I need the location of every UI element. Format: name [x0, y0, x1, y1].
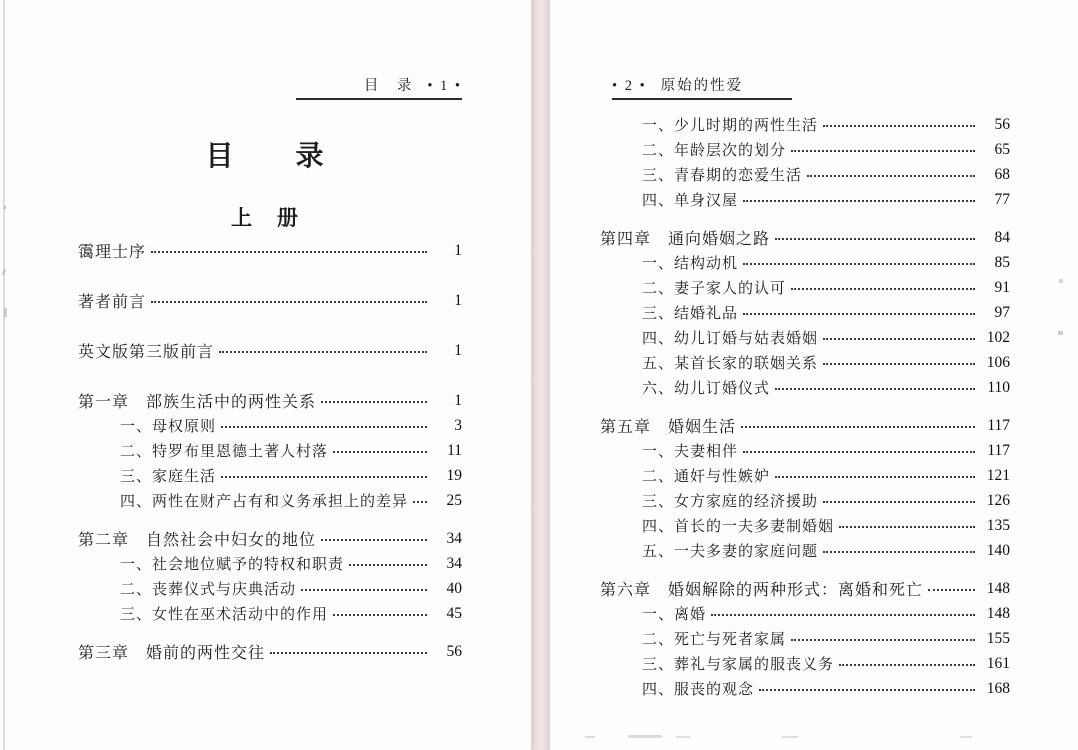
- toc-entry-page-number: 84: [994, 228, 1010, 246]
- running-header-page-marker: • 2 •: [612, 78, 647, 94]
- toc-entry: [78, 526, 462, 551]
- toc-entry-page-number: 65: [994, 140, 1010, 158]
- scan-artifact: [782, 736, 798, 738]
- dot-leader: [219, 351, 427, 353]
- toc-entry-page-number: 97: [994, 303, 1010, 321]
- dot-leader: [333, 451, 427, 453]
- toc-entry: [600, 250, 1010, 275]
- dot-leader: [743, 451, 975, 453]
- dot-leader: [791, 150, 975, 152]
- toc-entry-page-number: 148: [986, 604, 1010, 622]
- dot-leader: [775, 238, 975, 240]
- toc-entry: [600, 576, 1010, 601]
- toc-entry: [600, 375, 1010, 400]
- dot-leader: [321, 539, 427, 541]
- toc-entry-label: 四、幼儿订婚与姑表婚姻: [642, 331, 819, 347]
- toc-entry-label: 一、少儿时期的两性生活: [642, 118, 819, 134]
- dot-leader: [823, 125, 975, 127]
- toc-entry-page-number: 1: [454, 391, 462, 409]
- toc-entry-label: 二、特罗布里恩德土著人村落: [120, 444, 329, 460]
- dot-leader: [823, 501, 975, 503]
- dot-leader: [928, 589, 975, 591]
- toc-entry-label: 三、女方家庭的经济援助: [642, 494, 819, 510]
- dot-leader: [321, 401, 427, 403]
- toc-title: 目 录: [205, 141, 326, 172]
- toc-entry-label: 一、母权原则: [120, 419, 217, 435]
- toc-entry-page-number: 77: [994, 190, 1010, 208]
- running-header-title: 目 录: [363, 78, 414, 94]
- toc-entry-page-number: 102: [986, 328, 1010, 346]
- toc-entry: [600, 350, 1010, 375]
- dot-leader: [743, 313, 975, 315]
- dot-leader: [333, 614, 427, 616]
- dot-leader: [301, 589, 427, 591]
- toc-entry-label: 第六章 婚姻解除的两种形式：离婚和死亡: [600, 582, 924, 599]
- left-page: [0, 0, 531, 750]
- toc-entry-page-number: 1: [454, 241, 462, 259]
- toc-entry-label: 三、女性在巫术活动中的作用: [120, 607, 329, 623]
- toc-entry-label: 第四章 通向婚姻之路: [600, 231, 771, 248]
- toc-entry-label: 四、服丧的观念: [642, 682, 755, 698]
- toc-entry-page-number: 148: [986, 579, 1010, 597]
- toc-entry-label: 六、幼儿订婚仪式: [642, 381, 771, 397]
- toc-entry-page-number: 34: [446, 554, 462, 572]
- toc-entry-page-number: 106: [986, 353, 1010, 371]
- scan-artifact: [676, 736, 690, 738]
- toc-entry-label: 二、年龄层次的划分: [642, 143, 787, 159]
- toc-entry-label: 三、葬礼与家属的服丧义务: [642, 657, 835, 673]
- toc-entry: [600, 413, 1010, 438]
- toc-entry: [600, 438, 1010, 463]
- dot-leader: [775, 476, 975, 478]
- toc-list-left: [78, 238, 462, 664]
- toc-entry-label: 一、离婚: [642, 607, 707, 623]
- dot-leader: [759, 689, 975, 691]
- toc-entry-label: 五、某首长家的联姻关系: [642, 356, 819, 372]
- toc-entry-page-number: 85: [994, 253, 1010, 271]
- toc-entry: [600, 162, 1010, 187]
- toc-entry-label: 一、夫妻相伴: [642, 444, 739, 460]
- dot-leader: [839, 526, 975, 528]
- right-page: [550, 0, 1078, 750]
- toc-entry-page-number: 135: [986, 516, 1010, 534]
- scan-artifact: [4, 308, 7, 317]
- toc-entry: [600, 137, 1010, 162]
- toc-entry-page-number: 117: [987, 416, 1010, 434]
- scan-artifact: [4, 206, 6, 209]
- dot-leader: [807, 175, 975, 177]
- dot-leader: [791, 288, 975, 290]
- toc-entry-page-number: 161: [986, 654, 1010, 672]
- toc-entry-page-number: 155: [986, 629, 1010, 647]
- dot-leader: [221, 426, 427, 428]
- scan-artifact: [585, 736, 595, 738]
- toc-entry-label: 三、家庭生活: [120, 469, 217, 485]
- toc-entry-page-number: 140: [986, 541, 1010, 559]
- toc-entry-page-number: 56: [994, 115, 1010, 133]
- toc-entry-page-number: 45: [446, 604, 462, 622]
- toc-entry-label: 五、一夫多妻的家庭问题: [642, 544, 819, 560]
- toc-entry: [78, 639, 462, 664]
- toc-entry-label: 一、结构动机: [642, 256, 739, 272]
- toc-entry-label: 四、两性在财产占有和义务承担上的差异: [120, 494, 409, 510]
- toc-entry: [600, 187, 1010, 212]
- dot-leader: [349, 564, 427, 566]
- toc-entry-page-number: 19: [446, 466, 462, 484]
- running-header-book-title: 原始的性爱: [660, 78, 744, 94]
- toc-entry-page-number: 91: [994, 278, 1010, 296]
- toc-entry-page-number: 1: [454, 291, 462, 309]
- dot-leader: [743, 200, 975, 202]
- dot-leader: [151, 251, 427, 253]
- toc-entry: [600, 463, 1010, 488]
- toc-entry: [600, 325, 1010, 350]
- toc-entry-label: 二、妻子家人的认可: [642, 281, 787, 297]
- toc-entry-label: 一、社会地位赋予的特权和职责: [120, 557, 345, 573]
- toc-entry-page-number: 11: [447, 441, 462, 459]
- toc-entry: [78, 413, 462, 438]
- dot-leader: [823, 551, 975, 553]
- running-header-right: [612, 74, 792, 100]
- dot-leader: [791, 639, 975, 641]
- toc-entry: [600, 676, 1010, 701]
- toc-entry-label: 四、单身汉屋: [642, 193, 739, 209]
- toc-entry-label: 第三章 婚前的两性交往: [78, 645, 266, 662]
- volume-title: 上 册: [231, 206, 300, 230]
- toc-entry: [78, 463, 462, 488]
- dot-leader: [743, 263, 975, 265]
- toc-entry: [600, 300, 1010, 325]
- toc-entry: [78, 438, 462, 463]
- toc-entry: [78, 601, 462, 626]
- toc-entry-page-number: 168: [986, 679, 1010, 697]
- toc-entry-page-number: 121: [986, 466, 1010, 484]
- toc-entry: [78, 338, 462, 363]
- toc-entry-page-number: 40: [446, 579, 462, 597]
- toc-entry: [78, 238, 462, 263]
- dot-leader: [270, 652, 427, 654]
- toc-entry-page-number: 3: [454, 416, 462, 434]
- dot-leader: [823, 363, 975, 365]
- dot-leader: [711, 614, 975, 616]
- dot-leader: [413, 501, 427, 503]
- dot-leader: [839, 664, 975, 666]
- toc-entry: [600, 626, 1010, 651]
- toc-entry-page-number: 126: [986, 491, 1010, 509]
- toc-entry: [600, 651, 1010, 676]
- running-header-left: [296, 74, 462, 100]
- toc-list-right: [600, 112, 1010, 701]
- toc-entry: [600, 488, 1010, 513]
- toc-entry-page-number: 56: [446, 642, 462, 660]
- dot-leader: [741, 426, 975, 428]
- scan-artifact: [628, 735, 662, 738]
- toc-entry-label: 英文版第三版前言: [78, 344, 215, 361]
- toc-entry-page-number: 1: [454, 341, 462, 359]
- toc-entry-label: 著者前言: [78, 294, 147, 311]
- toc-entry: [600, 601, 1010, 626]
- scan-artifact: [1059, 279, 1063, 283]
- toc-entry-label: 三、结婚礼品: [642, 306, 739, 322]
- dot-leader: [151, 301, 427, 303]
- running-header-page-marker: • 1 •: [427, 78, 462, 94]
- toc-entry-label: 三、青春期的恋爱生活: [642, 168, 803, 184]
- toc-entry: [600, 275, 1010, 300]
- toc-entry: [600, 538, 1010, 563]
- scan-artifact: [960, 736, 972, 738]
- toc-entry: [78, 551, 462, 576]
- toc-entry-label: 二、死亡与死者家属: [642, 632, 787, 648]
- toc-entry-label: 四、首长的一夫多妻制婚姻: [642, 519, 835, 535]
- toc-entry-label: 二、通奸与性嫉妒: [642, 469, 771, 485]
- toc-entry-page-number: 117: [987, 441, 1010, 459]
- toc-entry-label: 第一章 部族生活中的两性关系: [78, 394, 317, 411]
- toc-entry: [600, 112, 1010, 137]
- toc-entry-page-number: 110: [987, 378, 1010, 396]
- toc-entry-label: 霭理士序: [78, 244, 147, 261]
- dot-leader: [221, 476, 427, 478]
- toc-entry: [600, 513, 1010, 538]
- toc-entry: [600, 225, 1010, 250]
- toc-entry: [78, 388, 462, 413]
- scan-artifact: [1058, 331, 1063, 335]
- toc-entry-page-number: 25: [446, 491, 463, 509]
- dot-leader: [823, 338, 975, 340]
- toc-entry: [78, 288, 462, 313]
- toc-entry-page-number: 68: [994, 165, 1010, 183]
- toc-entry-page-number: 34: [446, 529, 462, 547]
- page-gutter: [531, 0, 550, 750]
- toc-entry: [78, 576, 462, 601]
- toc-entry: [78, 488, 462, 513]
- toc-entry-label: 第五章 婚姻生活: [600, 419, 737, 436]
- toc-entry-label: 第二章 自然社会中妇女的地位: [78, 532, 317, 549]
- toc-entry-label: 二、丧葬仪式与庆典活动: [120, 582, 297, 598]
- dot-leader: [775, 388, 975, 390]
